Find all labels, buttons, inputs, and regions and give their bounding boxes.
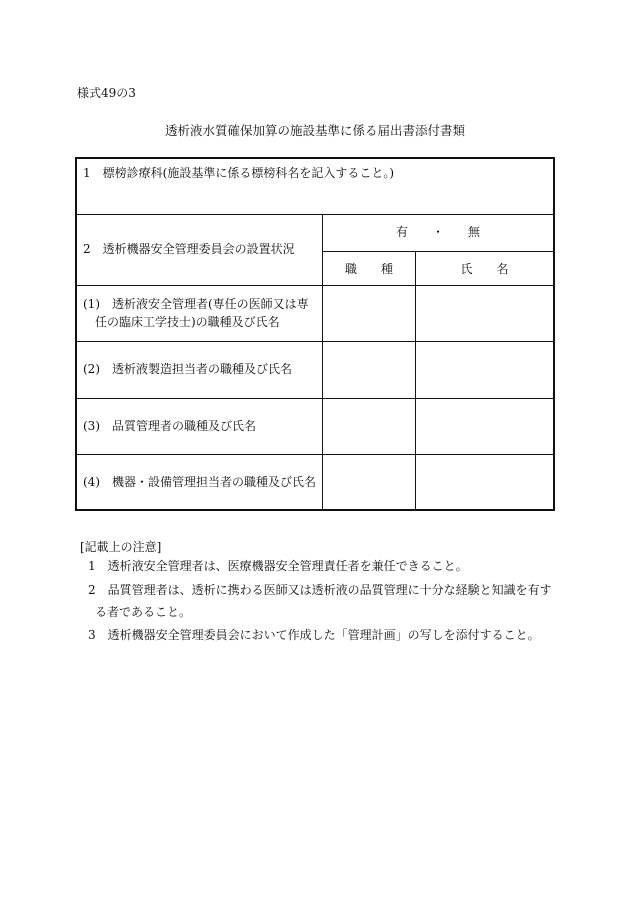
note-1: 1 透析液安全管理者は、医療機器安全管理責任者を兼任できること。 — [88, 559, 468, 573]
row-divider — [77, 341, 553, 342]
row-divider — [77, 398, 553, 399]
application-table — [75, 157, 555, 511]
form-number: 様式49の3 — [77, 86, 136, 100]
column-divider — [322, 214, 323, 509]
note-3: 3 透析機器安全管理委員会において作成した「管理計画」の写しを添付すること。 — [88, 628, 540, 642]
item-1-line1: (1) 透析液安全管理者(専任の医師又は専 — [83, 297, 309, 311]
row-divider — [77, 454, 553, 455]
document-title: 透析液水質確保加算の施設基準に係る届出書添付書類 — [164, 123, 465, 138]
name-header: 氏 名 — [460, 262, 509, 276]
row-divider — [77, 285, 553, 286]
item-4-label: (4) 機器・設備管理担当者の職種及び氏名 — [83, 475, 316, 489]
note-2-continued: る者であること。 — [95, 605, 192, 619]
presence-options: 有 ・ 無 — [395, 225, 480, 239]
specialty-label: 1 標榜診療科(施設基準に係る標榜科名を記入すること。) — [83, 166, 395, 180]
row-divider — [322, 251, 553, 252]
item-3-label: (3) 品質管理者の職種及び氏名 — [83, 419, 256, 433]
row-divider — [77, 214, 553, 215]
item-1-line2: 任の臨床工学技士)の職種及び氏名 — [95, 315, 280, 329]
committee-label: 2 透析機器安全管理委員会の設置状況 — [83, 242, 295, 256]
occupation-header: 職 種 — [344, 262, 393, 276]
notes-heading: [記載上の注意] — [80, 540, 162, 554]
note-2: 2 品質管理者は、透析に携わる医師又は透析液の品質管理に十分な経験と知識を有す — [88, 583, 552, 597]
column-divider — [415, 251, 416, 509]
item-2-label: (2) 透析液製造担当者の職種及び氏名 — [83, 362, 292, 376]
